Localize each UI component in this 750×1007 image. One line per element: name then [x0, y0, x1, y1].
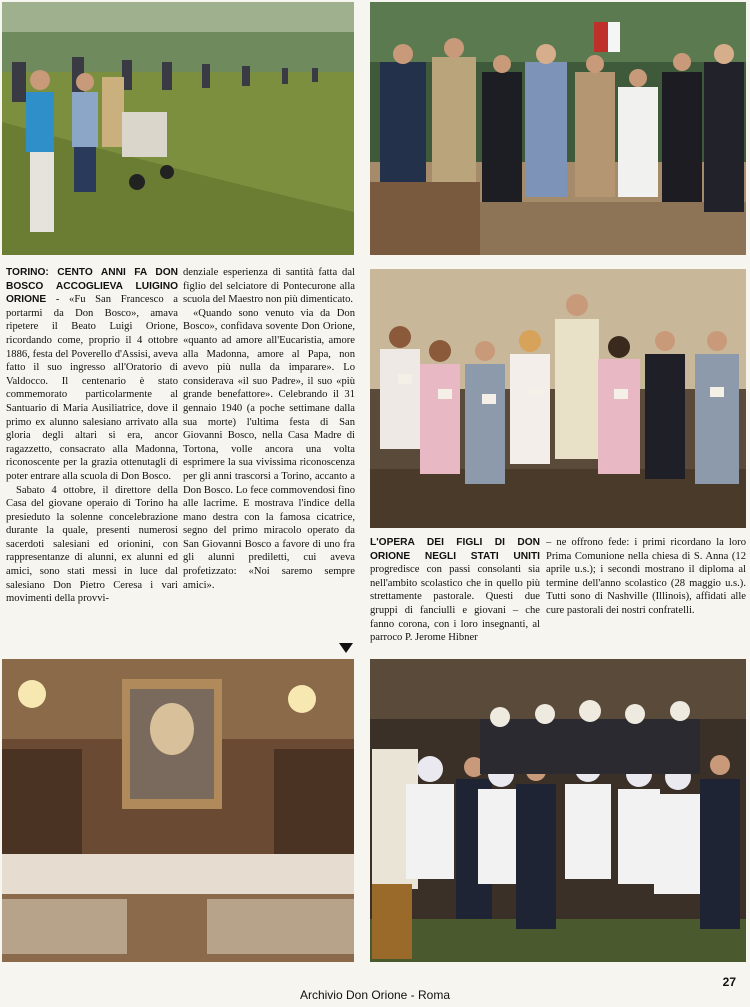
crowd-in-park-photo [2, 2, 354, 255]
article-headline: TORINO: CENTO ANNI FA DON BOSCO ACCOGLIEVA LUIGINO ORIONE [6, 267, 178, 306]
article-column-2 [183, 266, 355, 592]
article-paragraph-2: Sabato 4 ottobre, il direttore della Casa del giovane operaio di Torino ha presieduto la solenne concelebrazione durante la quale, presenti numerosi sacerdoti salesiani ed orionini, con rappresentanze di alunni, ex alunni ed amici, sono stati messi in luce dal salesiano Don Pietro Ceresa i vari movimenti della provvi- [6, 484, 178, 605]
caption-text-2: – ne offrono fede: i primi ricordano la loro Prima Comunione nella chiesa di S. Anna (12 aprile u.s.); i secondi mostrano il diploma al termine dell'anno scolastico (28 maggio u.s.). Tutti sono di Nashville (Illinois), affidati alle cure pastorali dei nostri confratelli. [546, 537, 746, 616]
continue-arrow-icon [339, 643, 353, 653]
caption-text-1: progredisce con passi consolanti sia nell'ambito scolastico che in quello più strettamente pastorale. Questi due gruppi di fanciulli e giovani – che fanno corona, con i loro insegnanti, al parroco P. Jerome Hibner [370, 564, 540, 644]
caption-headline: L'OPERA DEI FIGLI DI DON ORIONE NEGLI STATI UNITI [370, 537, 540, 562]
basilica-concelebration-photo [2, 659, 354, 962]
officials-on-stage-photo [370, 2, 746, 255]
first-communion-group-photo [370, 659, 746, 962]
article-paragraph-3: denziale esperienza di santità fatta dal figlio del selciatore di Pontecurone alla scuola del Maestro non più dimenticato. [183, 267, 355, 306]
caption-column-1 [370, 536, 540, 645]
graduation-group-photo [370, 269, 746, 528]
article-paragraph-1: - «Fu San Francesco a portarmi da Don Bosco», amava ripetere il Beato Luigi Orione, ricordando come, proprio il 4 ottobre 1886, festa del Poverello d'Assisi, aveva fatto il suo ingresso all'Oratorio di Valdocco. Il centenario è stato commemorato particolarmente al Santuario di Maria Ausiliatrice, dove il primo ex alunno salesiano arrivato alla gloria degli altari si era, ancor ragazzetto, consacrato alla Madonna, riconoscente per la grazia ottenutagli di poter entrare alla scuola di Don Bosco. [6, 294, 178, 482]
article-paragraph-4: «Quando sono venuto via da Don Bosco», confidava sovente Don Orione, «quanto ad amore all'Eucaristia, amore alla Madonna, amore al Papa, non avevo più nulla da imparare». Lo considerava «il suo Padre», il suo «più grande benefattore». Celebrando il 31 gennaio 1940 (a poche settimane dalla sua morte) l'ultima festa di San Giovanni Bosco, nella Casa Madre di Tortona, volle ancora una volta esprimere la sua vivissima riconoscenza per gli anni trascorsi a Torino, accanto a Don Bosco. Lo fece commovendosi fino alle lacrime. E mostrava l'indice della mano destra con la famosa cicatrice, segno del primo miracolo operato da San Giovanni Bosco a favore di uno fra gli alunni prediletti, cui aveva profetizzato: «Noi saremo sempre amici». [183, 307, 355, 591]
article-column-1 [6, 266, 178, 606]
archive-footer: Archivio Don Orione - Roma [299, 988, 451, 1002]
page-number: 27 [722, 975, 736, 989]
caption-column-2 [546, 536, 746, 618]
